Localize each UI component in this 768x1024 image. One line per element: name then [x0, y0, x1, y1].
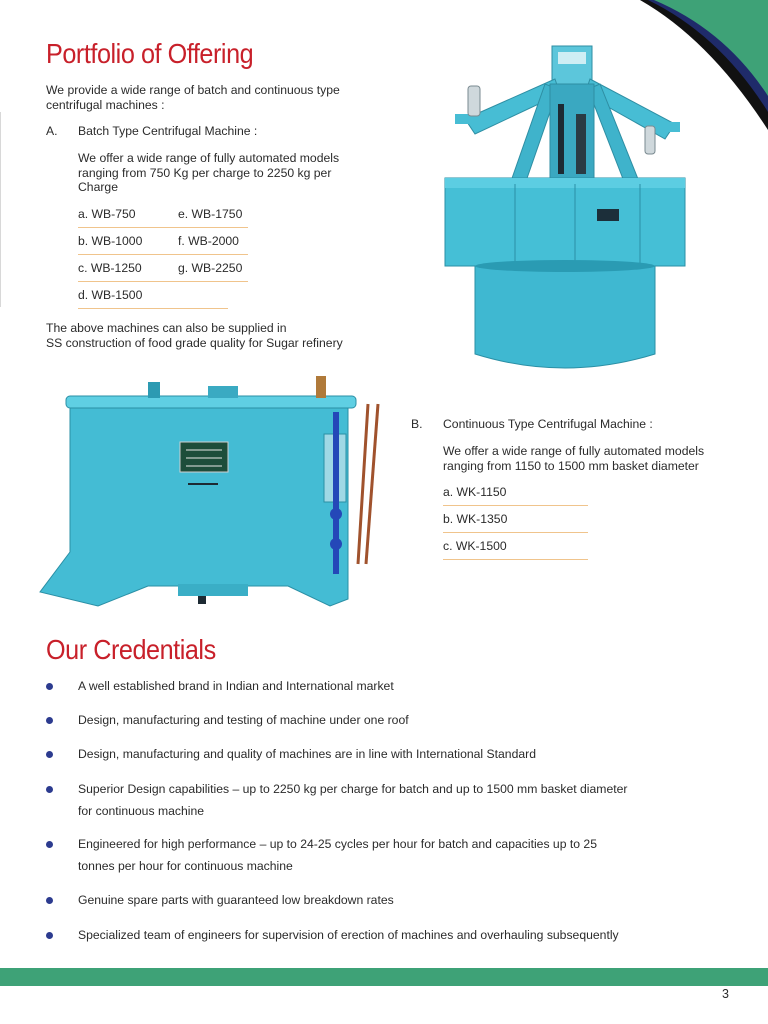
credential-line: Superior Design capabilities – up to 2250 kg per charge for batch and up to 1500 mm basket diameter: [78, 782, 628, 796]
batch-machine-image: [38, 374, 394, 610]
credential-line: for continuous machine: [78, 804, 205, 818]
batch-note: [46, 321, 386, 350]
footer-band: [0, 968, 768, 1024]
model-row: [443, 478, 588, 506]
credential-line: Specialized team of engineers for supervision of erection of machines and overhauling subsequently: [78, 928, 619, 942]
desc-line: ranging from 1150 to 1500 mm basket diameter: [443, 458, 699, 473]
page-number: 3: [722, 987, 729, 1001]
batch-marker: A.: [46, 124, 58, 138]
desc-line: We offer a wide range of fully automated models: [443, 444, 705, 458]
intro-line: centrifugal machines :: [46, 97, 165, 112]
model-row: [78, 227, 178, 255]
continuous-machine-image: [440, 44, 690, 376]
note-line: The above machines can also be supplied in: [46, 321, 287, 335]
model-item: c. WB-1250: [78, 261, 142, 275]
credential-text: [78, 924, 698, 946]
credential-line: Design, manufacturing and testing of machine under one roof: [78, 713, 409, 727]
model-row: [443, 505, 588, 533]
credential-text: [78, 709, 698, 731]
credential-text: [78, 778, 698, 822]
bullet-icon: [46, 841, 53, 848]
bullet-icon: [46, 786, 53, 793]
bullet-icon: [46, 932, 53, 939]
model-item: a. WB-750: [78, 207, 136, 221]
model-row: [78, 200, 178, 228]
credential-line: Genuine spare parts with guaranteed low breakdown rates: [78, 893, 394, 907]
model-item: f. WB-2000: [178, 234, 239, 248]
model-row: [78, 281, 228, 309]
batch-title: Batch Type Centrifugal Machine :: [78, 124, 258, 138]
credential-line: tonnes per hour for continuous machine: [78, 859, 293, 873]
desc-line: ranging from 750 Kg per charge to 2250 kg per: [78, 165, 332, 180]
bullet-icon: [46, 683, 53, 690]
credential-line: Design, manufacturing and quality of machines are in line with International Standard: [78, 747, 536, 761]
model-item: b. WB-1000: [78, 234, 143, 248]
model-row: [443, 532, 588, 560]
model-item: b. WK-1350: [443, 512, 508, 526]
desc-line: We offer a wide range of fully automated models: [78, 151, 340, 165]
portfolio-intro: [46, 83, 406, 112]
bullet-icon: [46, 897, 53, 904]
credential-text: [78, 743, 698, 765]
bullet-icon: [46, 717, 53, 724]
credential-line: Engineered for high performance – up to 24-25 cycles per hour for batch and capacities up to 25: [78, 837, 597, 851]
model-row: [178, 254, 248, 282]
credential-text: [78, 675, 698, 697]
credential-text: [78, 889, 698, 911]
credential-text: [78, 833, 698, 877]
intro-line: We provide a wide range of batch and continuous type: [46, 83, 340, 97]
model-row: [178, 227, 248, 255]
batch-description: [78, 151, 378, 195]
credentials-heading: Our Credentials: [46, 634, 216, 665]
model-item: e. WB-1750: [178, 207, 243, 221]
model-item: c. WK-1500: [443, 539, 507, 553]
bullet-icon: [46, 751, 53, 758]
desc-line: Charge: [78, 180, 118, 194]
model-item: g. WB-2250: [178, 261, 243, 275]
model-row: [78, 254, 178, 282]
portfolio-heading: Portfolio of Offering: [46, 38, 254, 69]
left-edge-line: [0, 112, 1, 307]
continuous-marker: B.: [411, 417, 423, 431]
model-row: [178, 200, 248, 228]
model-item: d. WB-1500: [78, 288, 143, 302]
model-item: a. WK-1150: [443, 485, 507, 499]
note-line: SS construction of food grade quality for Sugar refinery: [46, 335, 343, 350]
continuous-title: Continuous Type Centrifugal Machine :: [443, 417, 653, 431]
continuous-description: [443, 444, 743, 473]
credential-line: A well established brand in Indian and International market: [78, 679, 394, 693]
